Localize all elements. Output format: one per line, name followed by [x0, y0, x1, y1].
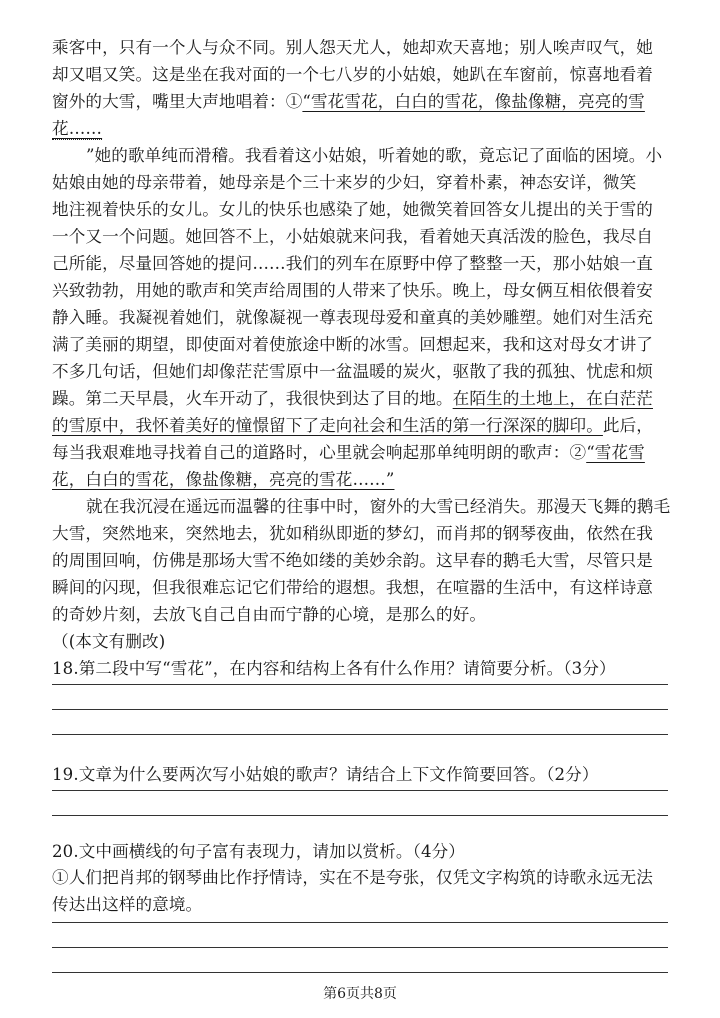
song-quote-1-end: 花……	[52, 119, 103, 138]
passage-line: 兴致勃勃，用她的歌声和笑声给周围的人带来了快乐。晚上，母女俩互相依偎着安	[52, 281, 653, 300]
passage-line	[52, 414, 653, 438]
question-18: 18.第二段中写“雪花”，在内容和结构上各有什么作用？请简要分析。（3分）	[52, 659, 616, 678]
answer-line-20-3[interactable]	[52, 972, 668, 973]
question-20-item-1: ①人们把肖邦的钢琴曲比作抒情诗，实在不是夸张，仅凭文字构筑的诗歌永远无法	[52, 868, 653, 887]
passage-line: 乘客中，只有一个人与众不同。别人怨天尤人，她却欢天喜地；别人唉声叹气，她	[52, 38, 653, 57]
passage-line: 瞬间的闪现，但我很难忘记它们带给的遐想。我想，在喧嚣的生活中，有这样诗意	[52, 578, 653, 597]
song-quote-2: “雪花雪	[586, 443, 645, 462]
passage-line: 大雪，突然地来，突然地去，犹如稍纵即逝的梦幻，而肖邦的钢琴夜曲，依然在我	[52, 524, 653, 543]
answer-line-19-2[interactable]	[52, 815, 668, 816]
passage-line	[52, 90, 645, 114]
question-19: 19.文章为什么要两次写小姑娘的歌声？请结合上下文作简要回答。（2分）	[52, 765, 599, 784]
passage-line: 却又唱又笑。这是坐在我对面的一个七八岁的小姑娘，她趴在车窗前，惊喜地看着	[52, 65, 653, 84]
song-quote-1: “雪花雪花，白白的雪花，像盐像糖，亮亮的雪	[302, 92, 645, 111]
passage-line: 一个又一个问题。她回答不上，小姑娘就来问我，看着她天真活泼的脸色，我尽自	[52, 227, 653, 246]
passage-line: 满了美丽的期望，即使面对着使旅途中断的冰雪。回想起来，我和这对母女才讲了	[52, 335, 653, 354]
passage-line: ”她的歌单纯而滑稽。我看着这小姑娘，听着她的歌，竟忘记了面临的困境。小	[86, 146, 663, 165]
passage-line	[52, 441, 645, 465]
passage-line: 不多几句话，但她们却像茫茫雪原中一盆温暖的炭火，驱散了我的孤独、忧虑和烦	[52, 362, 653, 381]
song-quote-2-end: 花，白白的雪花，像盐像糖，亮亮的雪花……”	[52, 470, 395, 489]
passage-line	[52, 117, 102, 141]
source-note: （(本文有删改)	[52, 632, 166, 651]
question-20: 20.文中画横线的句子富有表现力，请加以赏析。（4分）	[52, 842, 466, 861]
passage-line: 就在我沉浸在遥远而温馨的往事中时，窗外的大雪已经消失。那漫天飞舞的鹅毛	[86, 497, 671, 516]
question-20-item-1-cont: 传达出这样的意境。	[52, 895, 203, 914]
passage-line: 静入睡。我凝视着她们，就像凝视一尊表现母爱和童真的美妙雕塑。她们对生活充	[52, 308, 653, 327]
passage-line: 己所能，尽量回答她的提问……我们的列车在原野中停了整整一天，那小姑娘一直	[52, 254, 653, 273]
answer-line-19-1[interactable]	[52, 790, 668, 791]
passage-line: 的奇妙片刻，去放飞自己自由而宁静的心境，是那么的好。	[52, 605, 487, 624]
answer-line-18-1[interactable]	[52, 684, 668, 685]
underlined-sentence: 在陌生的土地上，在白茫茫	[452, 389, 653, 408]
passage-text: 窗外的大雪，嘴里大声地唱着：①	[52, 92, 303, 111]
passage-text: 每当我艰难地寻找着自己的道路时，心里就会响起那单纯明朗的歌声：②	[52, 443, 587, 462]
answer-line-18-2[interactable]	[52, 709, 668, 710]
passage-text: 躁。第二天早晨，火车开动了，我很快到达了目的地。	[52, 389, 453, 408]
passage-line: 地注视着快乐的女儿。女儿的快乐也感染了她，她微笑着回答女儿提出的关于雪的	[52, 200, 653, 219]
answer-line-20-2[interactable]	[52, 947, 668, 948]
passage-line: 姑娘由她的母亲带着，她母亲是个三十来岁的少妇，穿着朴素，神态安详，微笑	[52, 173, 637, 192]
passage-line	[52, 387, 653, 411]
passage-text: 此后，	[602, 416, 653, 435]
passage-line	[52, 468, 394, 492]
answer-line-20-1[interactable]	[52, 922, 668, 923]
answer-line-18-3[interactable]	[52, 734, 668, 735]
page-number: 第6页共8页	[323, 986, 397, 1002]
passage-line: 的周围回响，仿佛是那场大雪不绝如缕的美妙余韵。这早春的鹅毛大雪，尽管只是	[52, 551, 653, 570]
underlined-sentence-end: 的雪原中，我怀着美好的憧憬留下了走向社会和生活的第一行深深的脚印。	[52, 416, 603, 435]
